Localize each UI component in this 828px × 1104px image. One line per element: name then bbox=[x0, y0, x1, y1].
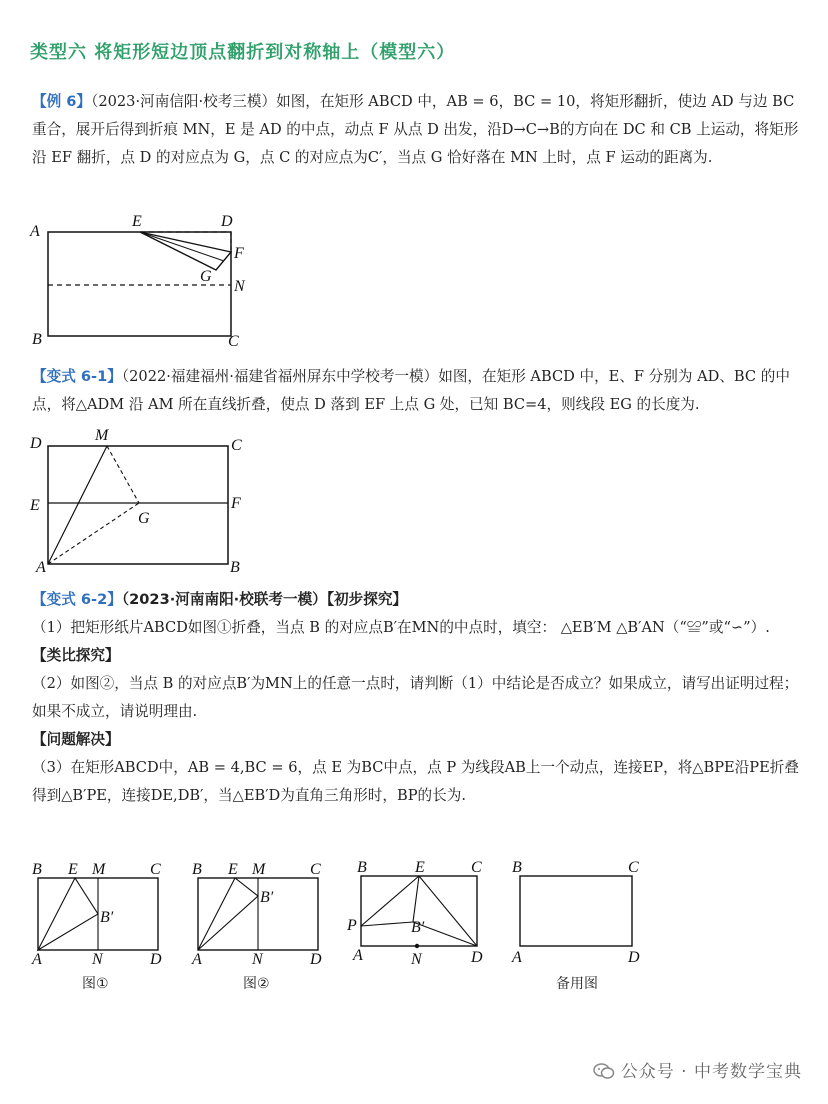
rect bbox=[520, 876, 632, 946]
label-b-prime: B′ bbox=[411, 919, 425, 936]
figure-2 bbox=[190, 860, 330, 970]
variant-6-2 bbox=[32, 586, 802, 810]
label-f: F bbox=[234, 245, 244, 262]
label-m: M bbox=[252, 861, 266, 878]
label-e: E bbox=[415, 860, 425, 876]
caption-figure-2: 图② bbox=[243, 976, 270, 992]
label-d: D bbox=[150, 951, 162, 968]
variant-6-2-source: （2023·河南南阳·校联考一模）【初步探究】 bbox=[121, 591, 408, 608]
variant-6-1-source: （2022·福建福州·福建省福州屏东中学校考一模） bbox=[121, 368, 439, 385]
label-d: D bbox=[221, 213, 233, 230]
label-b: B bbox=[32, 861, 42, 878]
segment-ag-dashed bbox=[48, 503, 139, 564]
triangle-aeb bbox=[38, 878, 98, 950]
label-m: M bbox=[92, 861, 106, 878]
label-b: B bbox=[230, 559, 240, 576]
question-2: （2）如图②，当点 B 的对应点B′为MN上的任意一点时，请判断（1）中结论是否成立？如果成立，请写出证明过程；如果不成立，请说明理由. bbox=[32, 675, 799, 720]
label-e: E bbox=[132, 213, 142, 230]
variant-6-2-heading bbox=[32, 586, 802, 614]
label-b-prime: B′ bbox=[260, 889, 274, 906]
label-a: A bbox=[30, 223, 40, 240]
label-e: E bbox=[68, 861, 78, 878]
label-g: G bbox=[138, 510, 150, 527]
example-6-source: （2023·河南信阳·校考三模） bbox=[91, 93, 277, 110]
label-a: A bbox=[36, 559, 46, 576]
label-a: A bbox=[512, 949, 522, 966]
variant-6-1-tag: 【变式 6-1】 bbox=[32, 368, 122, 385]
caption-spare: 备用图 bbox=[556, 976, 598, 992]
label-m: M bbox=[95, 427, 109, 444]
example-6 bbox=[32, 88, 802, 172]
label-c: C bbox=[150, 861, 161, 878]
figure-1 bbox=[30, 860, 170, 970]
label-d: D bbox=[30, 435, 42, 452]
spare-figure bbox=[508, 860, 648, 970]
label-d: D bbox=[471, 949, 483, 966]
label-c: C bbox=[228, 333, 239, 350]
label-a: A bbox=[353, 947, 363, 964]
label-f: F bbox=[231, 495, 241, 512]
heading-analogy: 【类比探究】 bbox=[32, 647, 120, 664]
heading-solve: 【问题解决】 bbox=[32, 731, 120, 748]
label-a: A bbox=[192, 951, 202, 968]
variant-6-1-text: 如图，在矩形 ABCD 中，E、F 分别为 AD、BC 的中点，将△ADM 沿 AM 所在直线折叠，使点 D 落到 EF 上点 G 处，已知 BC=4，则线段 EG 的长度为. bbox=[32, 368, 790, 413]
label-c: C bbox=[628, 860, 639, 876]
variant-6-1-figure bbox=[28, 424, 258, 576]
segment-am bbox=[48, 446, 107, 564]
label-e: E bbox=[228, 861, 238, 878]
label-d: D bbox=[628, 949, 640, 966]
question-1: （1）把矩形纸片ABCD如图①折叠，当点 B 的对应点B′在MN的中点时，填空： △EB′M △B′AN（“≌”或“∽”）. bbox=[32, 619, 770, 636]
label-b: B bbox=[357, 860, 367, 876]
variant-6-2-tag: 【变式 6-2】 bbox=[32, 591, 122, 608]
label-n: N bbox=[411, 951, 422, 968]
label-b: B bbox=[32, 331, 42, 348]
segment-mg-dashed bbox=[107, 446, 139, 503]
segment-eb-prime bbox=[413, 876, 419, 922]
label-b: B bbox=[192, 861, 202, 878]
segment-pb-prime bbox=[361, 922, 413, 926]
label-c: C bbox=[310, 861, 321, 878]
watermark-text: 公众号 · 中考数学宝典 bbox=[620, 1062, 802, 1082]
caption-figure-1: 图① bbox=[82, 976, 109, 992]
label-g: G bbox=[200, 268, 212, 285]
question-3: （3）在矩形ABCD中，AB = 4,BC = 6，点 E 为BC中点，点 P 为线段AB上一个动点，连接EP，将△BPE沿PE折叠得到△B′PE，连接DE,DB′，当△EB′D为直角三角形时，BP的长为. bbox=[32, 759, 799, 804]
label-b-prime: B′ bbox=[100, 909, 114, 926]
point-n bbox=[415, 944, 419, 948]
label-p: P bbox=[347, 917, 357, 934]
rect-abcd bbox=[48, 446, 228, 564]
example-6-tag: 【例 6】 bbox=[32, 93, 92, 110]
variant-6-1 bbox=[32, 363, 802, 419]
label-b: B bbox=[512, 860, 522, 876]
fold-line bbox=[140, 232, 224, 261]
wechat-icon bbox=[593, 1062, 615, 1080]
example-6-text: 如图，在矩形 ABCD 中，AB = 6，BC = 10，将矩形翻折，使边 AD 与边 BC 重合，展开后得到折痕 MN，E 是 AD 的中点，动点 F 从点 D 出发，沿D→C→B的方向在 DC 和 CB 上运动，将矩形沿 EF 翻折，点 D 的对应点为 G，点 C 的对应点为C′，当点 G 恰好落在 MN 上时，点 F 运动的距离为. bbox=[32, 93, 799, 166]
triangle-aeb bbox=[198, 878, 258, 950]
section-title: 类型六 将矩形短边顶点翻折到对称轴上（模型六） bbox=[30, 42, 456, 63]
example-6-figure bbox=[28, 208, 258, 350]
label-c: C bbox=[231, 437, 242, 454]
watermark bbox=[593, 1057, 802, 1082]
figure-3 bbox=[345, 860, 495, 970]
folded-triangle bbox=[140, 232, 231, 270]
label-n: N bbox=[92, 951, 103, 968]
label-c: C bbox=[471, 860, 482, 876]
label-n: N bbox=[252, 951, 263, 968]
label-e: E bbox=[30, 497, 40, 514]
label-d: D bbox=[310, 951, 322, 968]
label-a: A bbox=[32, 951, 42, 968]
label-n: N bbox=[234, 278, 245, 295]
